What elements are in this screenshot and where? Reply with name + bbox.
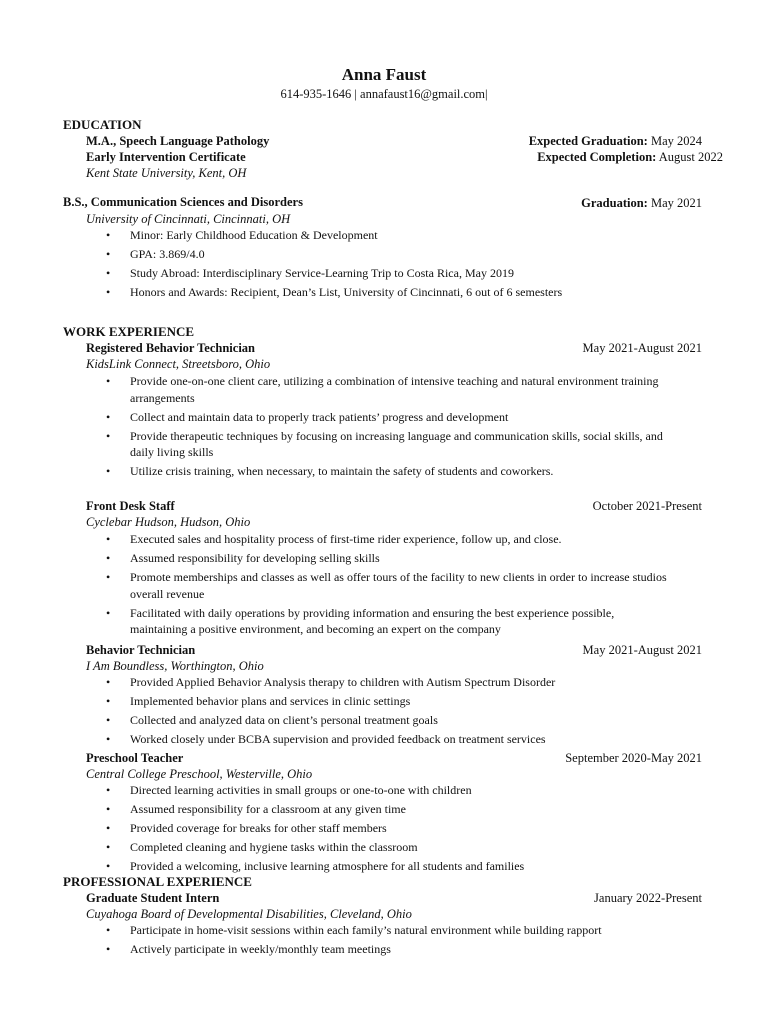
professional-heading: PROFESSIONAL EXPERIENCE: [63, 874, 252, 889]
list-item: • Collect and maintain data to properly track patients’ progress and development: [104, 409, 674, 426]
job-org: I Am Boundless, Worthington, Ohio: [86, 659, 264, 673]
ma-cert: Early Intervention Certificate: [86, 150, 246, 164]
candidate-name: Anna Faust: [341, 65, 427, 84]
job-bullets: [104, 674, 674, 750]
job-title: Front Desk Staff: [86, 499, 175, 513]
work-heading: WORK EXPERIENCE: [63, 324, 195, 339]
list-item: • Minor: Early Childhood Education & Development: [104, 227, 674, 244]
list-item: • Participate in home-visit sessions within each family’s natural environment while building rapport: [104, 922, 674, 939]
list-item: • Provided coverage for breaks for other staff members: [104, 820, 674, 837]
job-title: Preschool Teacher: [86, 751, 184, 765]
job-title: Registered Behavior Technician: [86, 341, 255, 355]
ma-cert-row: [86, 149, 723, 165]
list-item: • Executed sales and hospitality process of first-time rider experience, follow up, and close.: [104, 531, 674, 548]
list-item: • Directed learning activities in small groups or one-to-one with children: [104, 782, 674, 799]
list-item: • Provided Applied Behavior Analysis therapy to children with Autism Spectrum Disorder: [104, 674, 674, 691]
job-org: Cyclebar Hudson, Hudson, Ohio: [86, 515, 251, 529]
ma-degree: M.A., Speech Language Pathology: [86, 134, 270, 148]
list-item: • Collected and analyzed data on client’s personal treatment goals: [104, 712, 674, 729]
job-org: Central College Preschool, Westerville, Ohio: [86, 767, 313, 781]
job-header: [86, 642, 702, 658]
job-bullets: [104, 782, 674, 877]
list-item: • Study Abroad: Interdisciplinary Service-Learning Trip to Costa Rica, May 2019: [104, 265, 674, 282]
list-item: • Assumed responsibility for a classroom at any given time: [104, 801, 674, 818]
job-title: Behavior Technician: [86, 643, 196, 657]
list-item: • Honors and Awards: Recipient, Dean’s List, University of Cincinnati, 6 out of 6 semesters: [104, 284, 674, 301]
job-header: [86, 750, 702, 766]
job-dates: May 2021-August 2021: [582, 341, 702, 355]
job-header: [86, 890, 702, 906]
bs-degree: B.S., Communication Sciences and Disorders: [63, 195, 303, 209]
bs-bullets: [104, 227, 674, 303]
bs-date: Graduation: May 2021: [581, 196, 702, 210]
job-header: [86, 498, 702, 514]
bs-date-row: [63, 195, 702, 211]
job-bullets: [104, 373, 674, 482]
list-item: • Completed cleaning and hygiene tasks within the classroom: [104, 839, 674, 856]
list-item: • Provide one-on-one client care, utilizing a combination of intensive teaching and natural environment training arrangements: [104, 373, 674, 406]
list-item: • Utilize crisis training, when necessary, to maintain the safety of students and coworkers.: [104, 463, 674, 480]
job-header: [86, 340, 702, 356]
list-item: • Provided a welcoming, inclusive learning atmosphere for all students and families: [104, 858, 674, 875]
job-bullets: [104, 531, 674, 640]
list-item: • GPA: 3.869/4.0: [104, 246, 674, 263]
ma-cert-date: Expected Completion: August 2022: [537, 150, 723, 164]
contact-line: 614-935-1646 | annafaust16@gmail.com|: [280, 87, 488, 101]
ma-school: Kent State University, Kent, OH: [86, 166, 247, 180]
bs-school: University of Cincinnati, Cincinnati, OH: [86, 212, 291, 226]
job-dates: September 2020-May 2021: [565, 751, 702, 765]
ma-degree-row: [86, 133, 702, 149]
list-item: • Promote memberships and classes as well as offer tours of the facility to new clients in order to increase studios overall revenue: [104, 569, 674, 602]
job-org: Cuyahoga Board of Developmental Disabilities, Cleveland, Ohio: [86, 907, 412, 921]
ma-date: Expected Graduation: May 2024: [528, 134, 702, 148]
education-heading: EDUCATION: [63, 117, 142, 132]
list-item: • Facilitated with daily operations by providing information and ensuring the best experience possible, maintaining a positive environment, and becoming an expert on the company: [104, 605, 674, 638]
job-dates: October 2021-Present: [592, 499, 702, 513]
list-item: • Actively participate in weekly/monthly team meetings: [104, 941, 674, 958]
job-dates: May 2021-August 2021: [582, 643, 702, 657]
list-item: • Provide therapeutic techniques by focusing on increasing language and communication skills, social skills, and daily living skills: [104, 428, 674, 461]
list-item: • Implemented behavior plans and services in clinic settings: [104, 693, 674, 710]
job-title: Graduate Student Intern: [86, 891, 220, 905]
job-dates: January 2022-Present: [594, 891, 702, 905]
list-item: • Worked closely under BCBA supervision and provided feedback on treatment services: [104, 731, 674, 748]
job-org: KidsLink Connect, Streetsboro, Ohio: [86, 357, 271, 371]
job-bullets: [104, 922, 674, 960]
list-item: • Assumed responsibility for developing selling skills: [104, 550, 674, 567]
